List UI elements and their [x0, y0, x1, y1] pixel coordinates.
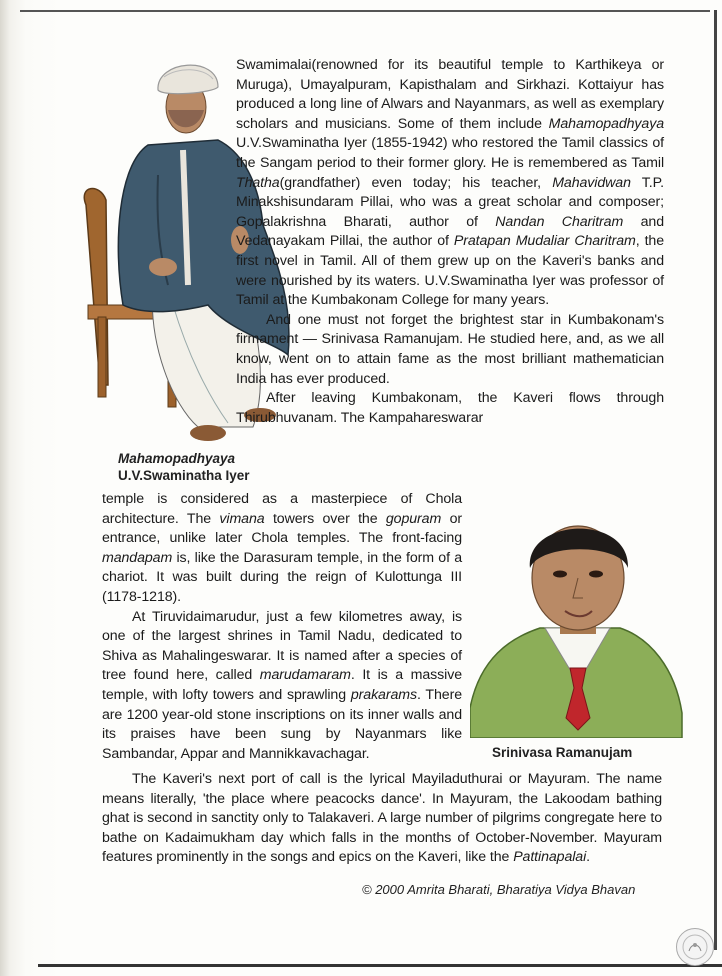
- text-top: [236, 56, 664, 428]
- para-5-italic: Pattinapalai: [513, 849, 587, 866]
- para-1-a: Swamimalai(renowned for its beautiful temple to Karthikeya or Muruga), Umayalpuram, Kapisthalam and Sirkhazi. Kottaiyur has produced a long line of Alwars and Nayanmars, as well as exemplary scholars and musicians. Some of them include: [236, 57, 664, 132]
- para-4-italic-2: prakarams: [350, 686, 417, 703]
- para-3-start: After leaving Kumbakonam, the Kaveri flows through Thirubhuvanam. The Kampahareswarar: [236, 390, 664, 426]
- para-4-b: . It is a massive temple, with lofty towers and sprawling: [102, 667, 462, 703]
- para-1-italic-4: Nandan Charitram: [495, 213, 624, 230]
- para-2: And one must not forget the brightest star in Kumbakonam's firmament — Srinivasa Ramanujam. He studied here, and, as we all know, went on to attain fame as the most brilliant mathematician India has ever produced.: [236, 311, 664, 387]
- copyright-credit: © 2000 Amrita Bharati, Bharatiya Vidya Bhavan: [362, 882, 636, 897]
- para-1-d: T.P. Minakshisundaram Pillai, who was a great scholar and composer; Gopalakrishna Bharati, author of: [236, 174, 665, 230]
- para-3-e: is, like the Darasuram temple, in the form of a chariot. It was built during the reign of Kulottunga III (1178-1218).: [102, 549, 462, 605]
- para-3-italic-1: vimana: [219, 510, 265, 527]
- peacock-logo-icon: [681, 933, 709, 961]
- para-3-italic-3: mandapam: [102, 549, 173, 566]
- para-1-italic-1: Mahamopadhyaya: [548, 115, 664, 132]
- caption-iyer-title: Mahamopadhyaya: [118, 451, 236, 466]
- para-1-b: U.V.Swaminatha Iyer (1855-1942) who restored the Tamil classics of the Sangam period to their former glory. He is remembered as Tamil: [236, 135, 664, 171]
- page-right-edge: [714, 10, 717, 950]
- page-bottom-edge: [38, 964, 722, 967]
- para-5: The Kaveri's next port of call is the lyrical Mayiladuthurai or Mayuram. The name means literally, 'the place where peacocks dance'. In Mayuram, the Lakoodam bathing ghat is second in sanctity only to Talakaveri. A large number of pilgrims congregate here to bathe on Kadaimukham day which falls in the months of October-November. Mayuram features prominently in the songs and epics on the Kaveri, like the: [102, 771, 662, 866]
- page-top-edge: [20, 10, 710, 12]
- para-4-c: . There are 1200 year-old stone inscriptions on its inner walls and its praises have been sung by Nayanmars like Sambandar, Appar and Mannikkavachagar.: [102, 686, 462, 762]
- publisher-logo-icon: [676, 928, 714, 966]
- para-1-italic-3: Mahavidwan: [552, 174, 631, 191]
- para-3-d: or entrance, unlike later Chola temples. The front-facing: [102, 510, 462, 547]
- para-5-end: .: [586, 849, 590, 866]
- para-1-italic-5: Pratapan Mudaliar Charitram: [453, 233, 636, 250]
- para-4-italic-1: marudamaram: [259, 667, 351, 684]
- para-1-e: and Vedanayakam Pillai, the author of: [236, 213, 665, 250]
- para-1-f: , the first novel in Tamil. All of them grew up on the Kaveri's banks and were nourished by its waters. U.V.Swaminatha Iyer was professor of Tamil at the Kumbakonam College for many years.: [236, 233, 665, 309]
- para-4-a: At Tiruvidaimarudur, just a few kilometres away, is one of the largest shrines in Tamil Nadu, dedicated to Shiva as Mahalingeswarar. It is named after a species of tree found here, called: [102, 608, 462, 684]
- caption-iyer: [118, 450, 250, 484]
- para-3-b: temple is considered as a masterpiece of Chola architecture. The: [102, 491, 462, 527]
- text-middle: [102, 490, 462, 764]
- para-3-c: towers over the: [264, 510, 386, 527]
- caption-iyer-name: U.V.Swaminatha Iyer: [118, 468, 250, 483]
- para-1-italic-2: Thatha: [236, 174, 280, 191]
- para-3-italic-2: gopuram: [385, 510, 442, 527]
- caption-ramanujam: Srinivasa Ramanujam: [492, 745, 633, 760]
- para-1-c: (grandfather) even today; his teacher,: [279, 174, 553, 191]
- ramanujam-portrait: [470, 508, 685, 738]
- text-bottom: [102, 770, 662, 868]
